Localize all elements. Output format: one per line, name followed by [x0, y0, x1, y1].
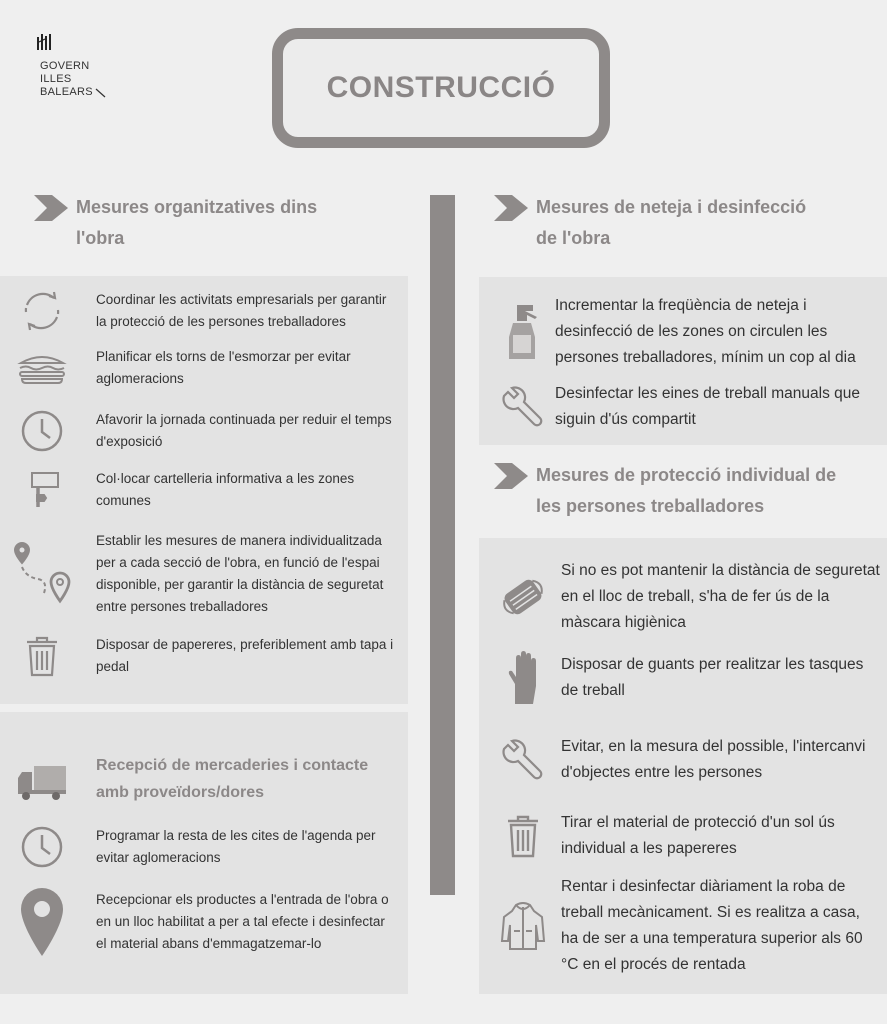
- recepcio-header: [16, 752, 396, 806]
- location-pin-icon: [16, 886, 68, 958]
- signpost-icon: [16, 469, 68, 511]
- item-text: Tirar el material de protecció d'un sol ús individual a les papereres: [561, 814, 835, 857]
- list-item: [16, 824, 396, 870]
- right-section2-header: [494, 460, 836, 522]
- left-section1-title: Mesures organitzatives dins l'obra: [76, 197, 318, 248]
- item-text: Rentar i desinfectar diàriament la roba de treball mecànicament. Si es realitza a casa, ha de ser a una temperatura superior als 60 °C en el procés de rentada: [561, 878, 863, 973]
- right-panel-proteccio: [479, 538, 887, 994]
- chevron-right-icon: [494, 463, 528, 489]
- chevron-right-icon: [494, 195, 528, 221]
- item-text: Col·locar cartelleria informativa a les zones comunes: [96, 471, 355, 508]
- list-item: [497, 874, 881, 978]
- item-text: Programar la resta de les cites de l'agenda per evitar aglomeracions: [96, 828, 376, 865]
- item-text: Evitar, en la mesura del possible, l'intercanvi d'objectes entre les persones: [561, 738, 866, 781]
- title-box: [272, 28, 610, 148]
- item-text: Disposar de guants per realitzar les tasques de treball: [561, 656, 864, 699]
- govern-logo-text: GOVERN ILLES BALEARS: [40, 60, 107, 99]
- item-text: Recepcionar els productes a l'entrada de l'obra o en un lloc habilitat a per a tal efecte i desinfectar el material abans d'emmagatzemar-lo: [96, 892, 389, 951]
- delivery-truck-icon: [16, 764, 68, 802]
- item-text: Desinfectar les eines de treball manuals que siguin d'ús compartit: [555, 385, 861, 428]
- item-text: Establir les mesures de manera individualitzada per a cada secció de l'obra, en funció de l'espai disponible, per garantir la distància de seguretat entre persones treballadores: [96, 533, 384, 614]
- govern-logo-icon: [36, 33, 56, 51]
- chevron-right-icon: [34, 195, 68, 221]
- list-item: [16, 408, 396, 454]
- left-section1-header: [34, 192, 317, 254]
- item-text: Coordinar les activitats empresarials per garantir la protecció de les persones treballadores: [96, 292, 387, 329]
- list-item: [497, 381, 877, 433]
- spray-bottle-icon: [497, 301, 549, 363]
- jacket-icon: [497, 901, 549, 951]
- recepcio-title: Recepció de mercaderies i contacte amb proveïdors/dores: [96, 757, 369, 801]
- refresh-icon: [16, 288, 68, 334]
- item-text: Afavorir la jornada continuada per reduir el temps d'exposició: [96, 412, 392, 449]
- list-item: [16, 346, 396, 390]
- right-section2-title: Mesures de protecció individual de les persones treballadores: [536, 465, 837, 516]
- right-section1-title: Mesures de neteja i desinfecció de l'obra: [536, 197, 807, 248]
- wrench-icon: [497, 386, 549, 428]
- item-text: Planificar els torns de l'esmorzar per evitar aglomeracions: [96, 349, 351, 386]
- list-item: [16, 886, 396, 958]
- center-divider: [430, 195, 455, 895]
- item-text: Si no es pot mantenir la distància de seguretat en el lloc de treball, s'ha de fer ús de la màscara higiènica: [561, 562, 880, 631]
- glove-icon: [497, 650, 549, 706]
- list-item: [497, 734, 881, 786]
- list-item: [16, 634, 396, 678]
- route-icon: [12, 539, 74, 609]
- clock-icon: [16, 408, 68, 454]
- list-item: [16, 468, 396, 512]
- list-item: [497, 810, 881, 862]
- trash-icon: [16, 634, 68, 678]
- right-section1-header: [494, 192, 806, 254]
- item-text: Disposar de papereres, preferiblement amb tapa i pedal: [96, 637, 394, 674]
- sandwich-icon: [16, 351, 68, 385]
- wrench-icon: [497, 739, 549, 781]
- clock-icon: [16, 824, 68, 870]
- list-item: [497, 558, 881, 636]
- item-text: Incrementar la freqüència de neteja i desinfecció de les zones on circulen les persones treballadores, mínim un cop al dia: [555, 297, 856, 366]
- left-panel-organitzatives: [0, 276, 408, 704]
- list-item: [497, 650, 881, 706]
- mask-icon: [497, 573, 549, 621]
- page-title: CONSTRUCCIÓ: [326, 71, 556, 104]
- list-item: [12, 530, 396, 618]
- list-item: [16, 288, 396, 334]
- list-item: [497, 293, 877, 371]
- trash-icon: [497, 813, 549, 859]
- right-panel-neteja: [479, 277, 887, 445]
- left-panel-recepcio: [0, 712, 408, 994]
